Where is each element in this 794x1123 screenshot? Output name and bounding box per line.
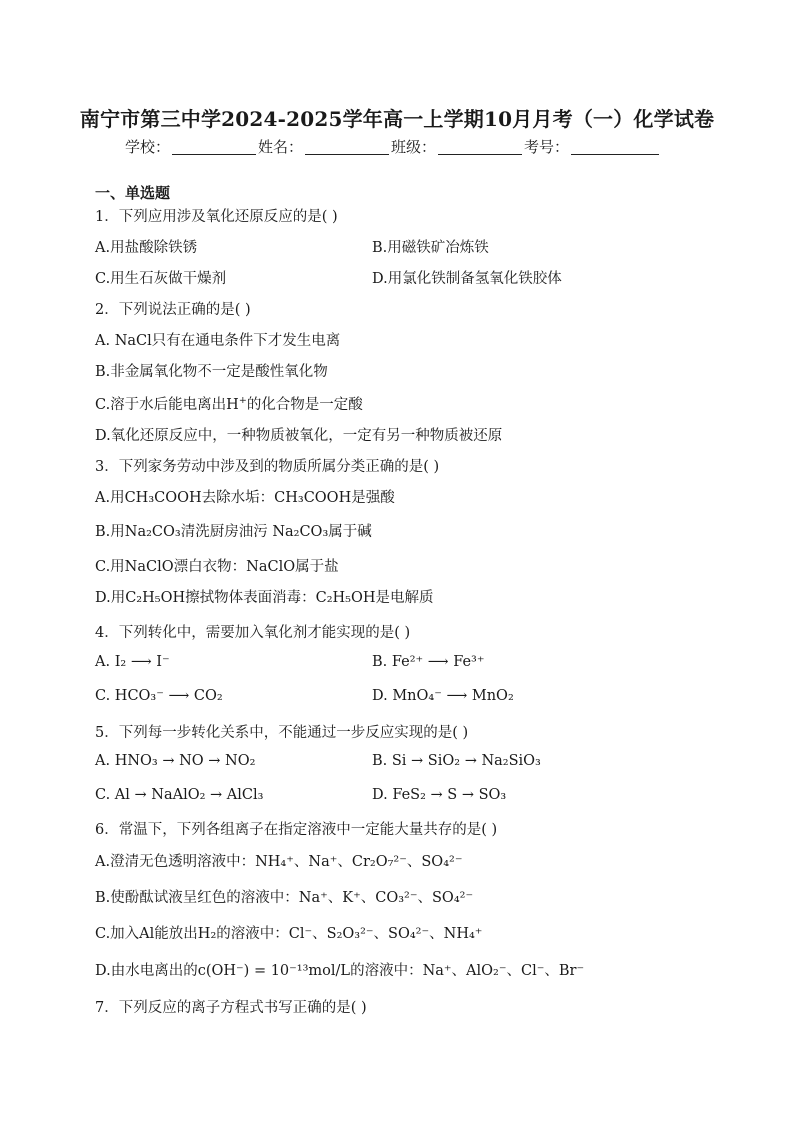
question-3-stem: 3．下列家务劳动中涉及到的物质所属分类正确的是( )	[95, 459, 440, 475]
question-5-stem: 5．下列每一步转化关系中，不能通过一步反应实现的是( )	[95, 725, 469, 741]
q4-option-d: D. MnO₄⁻ ⟶ MnO₂	[372, 688, 514, 704]
section-heading: 一、单选题	[95, 184, 171, 202]
q6-option-b: B.使酚酞试液呈红色的溶液中：Na⁺、K⁺、CO₃²⁻、SO₄²⁻	[95, 890, 474, 906]
q2-option-b: B.非金属氧化物不一定是酸性氧化物	[95, 364, 328, 380]
q3-option-a: A.用CH₃COOH去除水垢：CH₃COOH是强酸	[95, 490, 395, 506]
q5-option-c: C. Al → NaAlO₂ → AlCl₃	[95, 787, 264, 803]
question-4-stem: 4．下列转化中，需要加入氧化剂才能实现的是( )	[95, 625, 411, 641]
q2-option-c: C.溶于水后能电离出H+的化合物是一定酸	[95, 395, 363, 413]
q2-option-a: A. NaCl只有在通电条件下才发生电离	[95, 333, 341, 349]
q3-option-c: C.用NaClO漂白衣物：NaClO属于盐	[95, 559, 339, 575]
question-7-stem: 7．下列反应的离子方程式书写正确的是( )	[95, 1000, 367, 1016]
q4-option-a: A. I₂ ⟶ I⁻	[95, 654, 170, 670]
q3-option-b: B.用Na₂CO₃清洗厨房油污 Na₂CO₃属于碱	[95, 524, 372, 540]
question-1-stem: 1．下列应用涉及氧化还原反应的是( )	[95, 209, 338, 225]
exam-title: 南宁市第三中学2024-2025学年高一上学期10月月考（一）化学试卷	[79, 107, 715, 131]
name-blank	[305, 138, 389, 155]
q2-option-d: D.氧化还原反应中，一种物质被氧化，一定有另一种物质被还原	[95, 428, 503, 444]
class-blank	[438, 138, 522, 155]
q6-option-d: D.由水电离出的c(OH⁻) = 10⁻¹³mol/L的溶液中：Na⁺、AlO₂⁻、Cl⁻、Br⁻	[95, 963, 585, 979]
student-info-row	[125, 136, 661, 157]
q5-option-a: A. HNO₃ → NO → NO₂	[95, 753, 256, 769]
name-label: 姓名：	[258, 138, 304, 156]
q1-option-c: C.用生石灰做干燥剂	[95, 271, 227, 287]
q6-option-a: A.澄清无色透明溶液中：NH₄⁺、Na⁺、Cr₂O₇²⁻、SO₄²⁻	[95, 854, 463, 870]
q1-option-d: D.用氯化铁制备氢氧化铁胶体	[372, 271, 562, 287]
q4-option-c: C. HCO₃⁻ ⟶ CO₂	[95, 688, 223, 704]
school-blank	[172, 138, 256, 155]
q6-option-c: C.加入Al能放出H₂的溶液中：Cl⁻、S₂O₃²⁻、SO₄²⁻、NH₄⁺	[95, 926, 483, 942]
q5-option-b: B. Si → SiO₂ → Na₂SiO₃	[372, 753, 541, 769]
school-label: 学校：	[125, 138, 171, 156]
q5-option-d: D. FeS₂ → S → SO₃	[372, 787, 507, 803]
q1-option-a: A.用盐酸除铁锈	[95, 240, 198, 256]
class-label: 班级：	[391, 138, 437, 156]
number-blank	[571, 138, 659, 155]
question-2-stem: 2．下列说法正确的是( )	[95, 302, 251, 318]
q3-option-d: D.用C₂H₅OH擦拭物体表面消毒：C₂H₅OH是电解质	[95, 590, 434, 606]
question-6-stem: 6．常温下，下列各组离子在指定溶液中一定能大量共存的是( )	[95, 822, 498, 838]
q1-option-b: B.用磁铁矿冶炼铁	[372, 240, 489, 256]
number-label: 考号：	[524, 138, 570, 156]
q4-option-b: B. Fe²⁺ ⟶ Fe³⁺	[372, 654, 485, 670]
